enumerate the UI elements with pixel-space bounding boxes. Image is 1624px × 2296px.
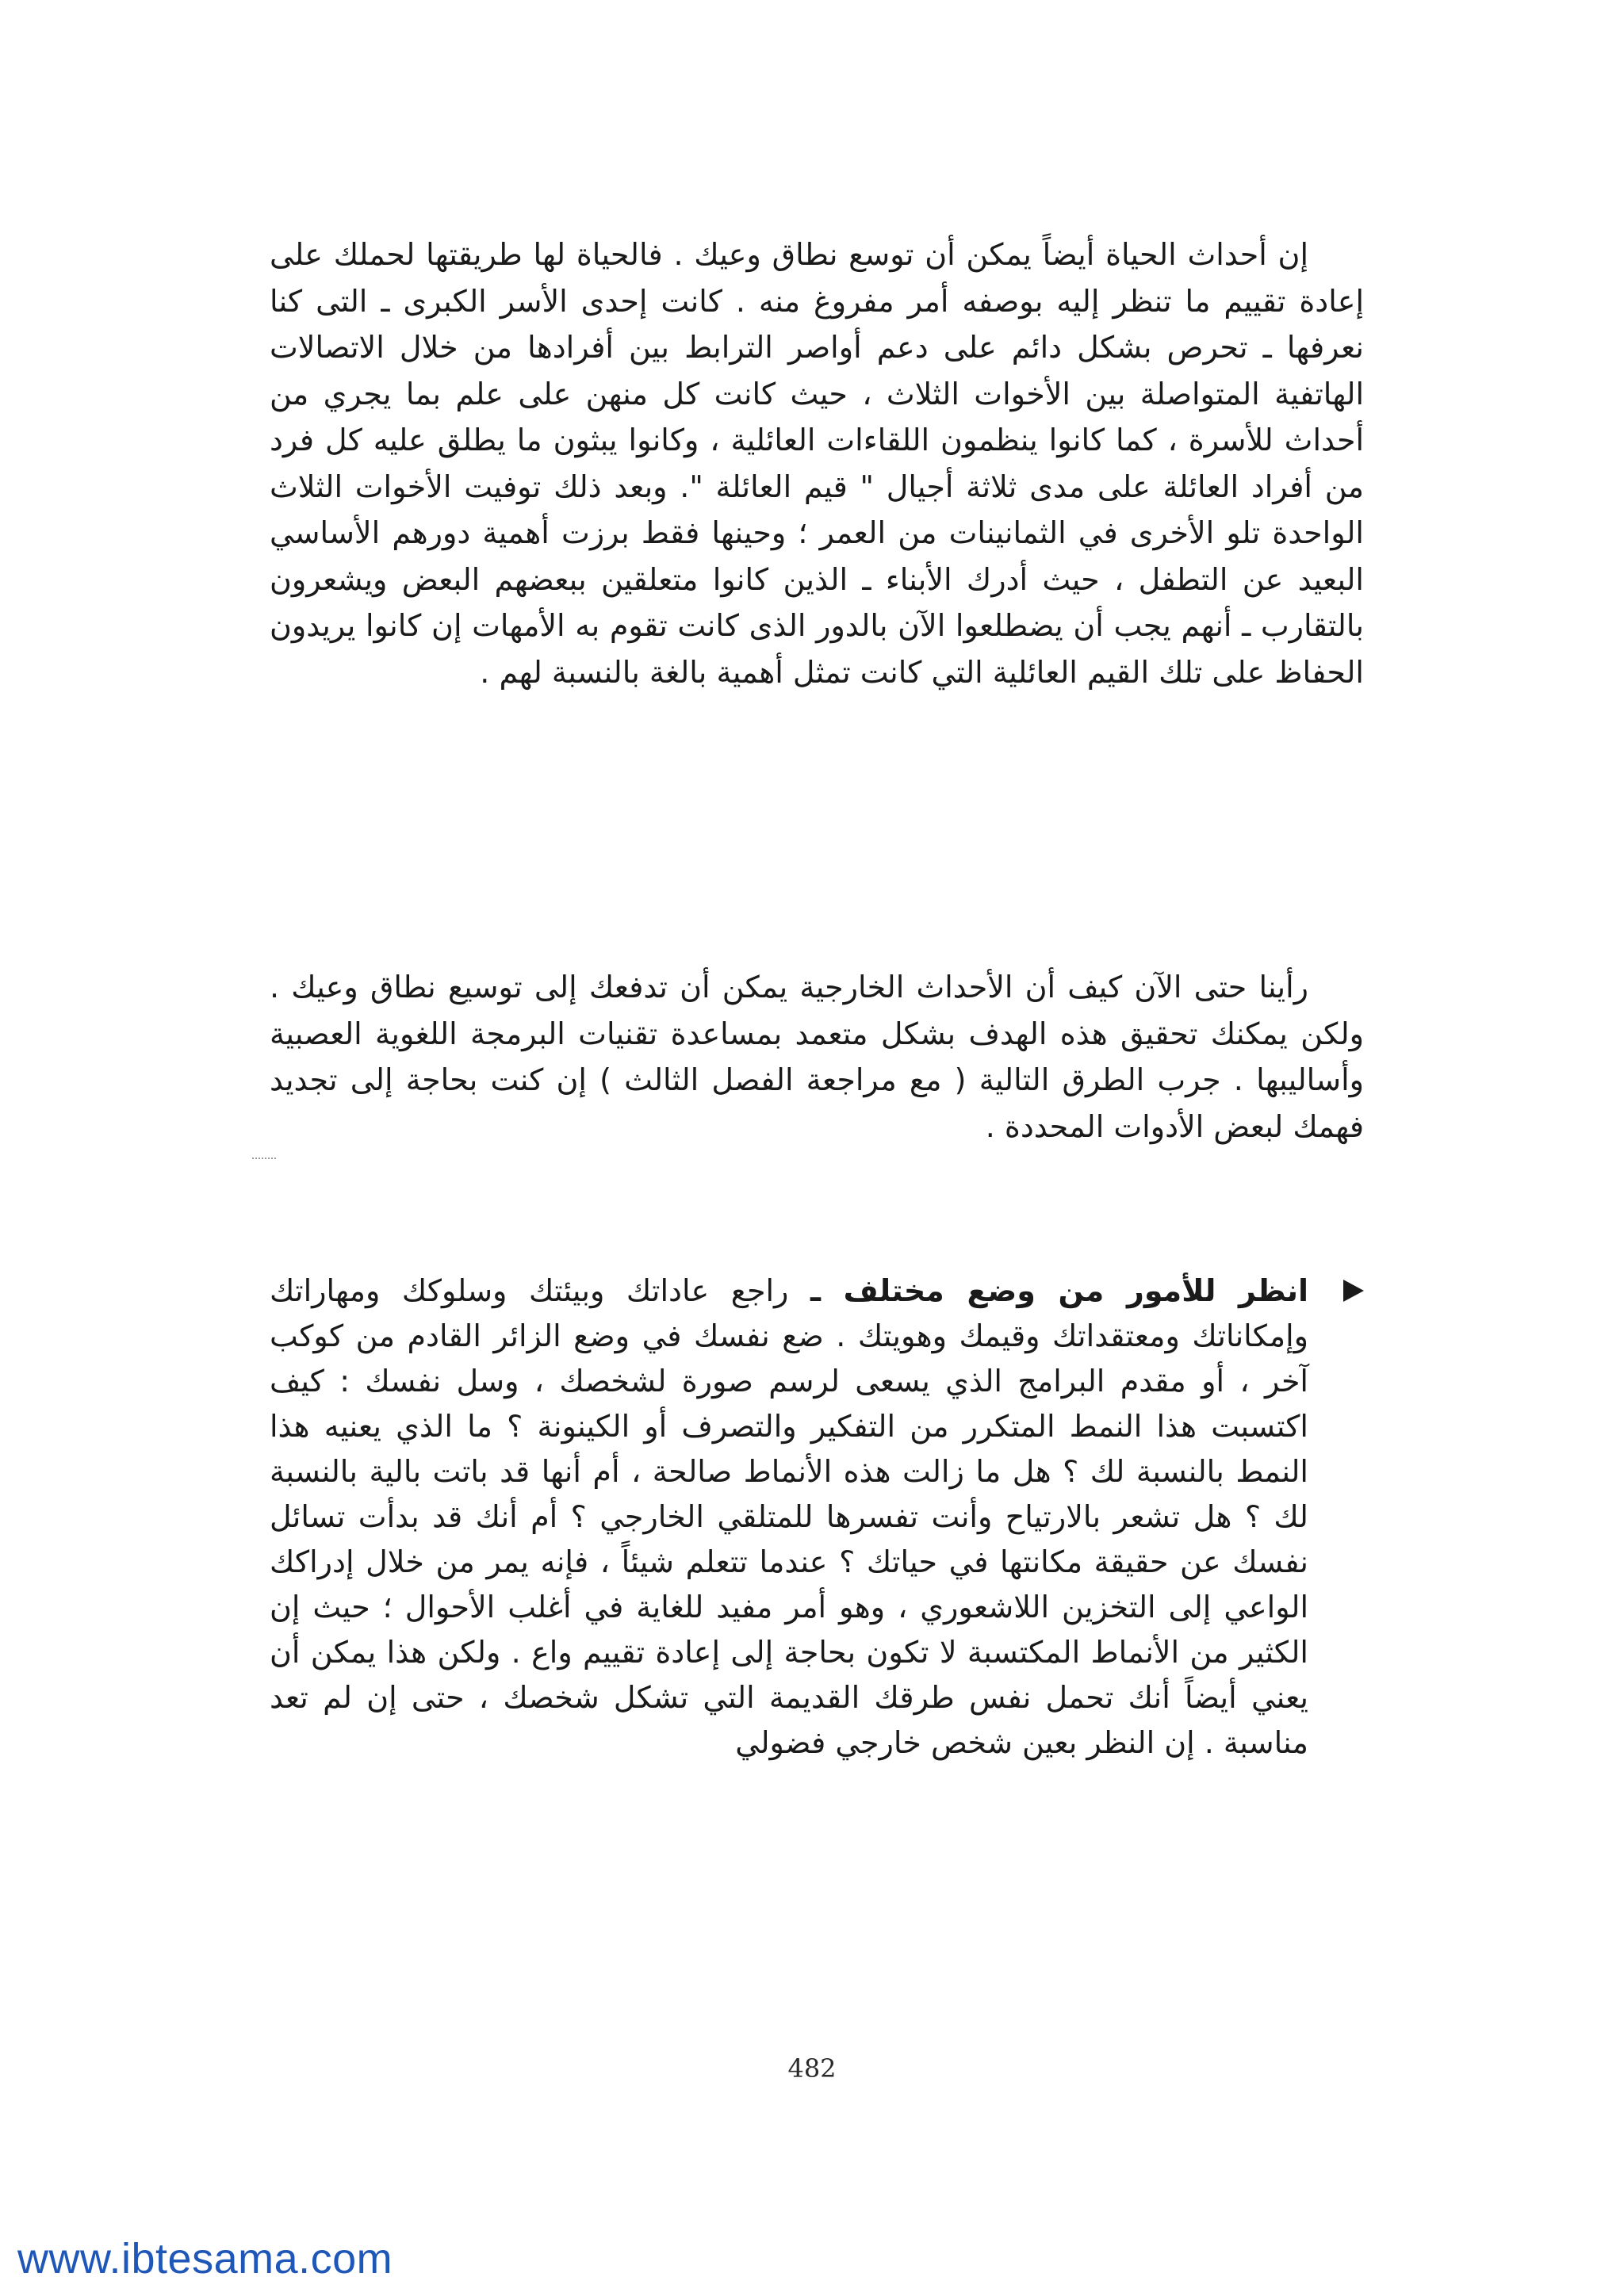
margin-mark xyxy=(252,1158,276,1162)
bullet-item xyxy=(270,1269,1364,1766)
body-paragraph-2: رأينا حتى الآن كيف أن الأحداث الخارجية يمكن أن تدفعك إلى توسيع نطاق وعيك . ولكن يمكنك تحقيق هذه الهدف بشكل متعمد بمساعدة تقنيات البرمجة اللغوية العصبية وأساليبها . جرب الطرق التالية ( مع مراجعة الفصل الثالث ) إن كنت بحاجة إلى تجديد فهمك لبعض الأدوات المحددة . xyxy=(270,970,1364,1144)
site-watermark: www.ibtesama.com xyxy=(17,2235,393,2283)
triangle-bullet-icon xyxy=(1343,1280,1364,1302)
body-paragraph-1: إن أحداث الحياة أيضاً يمكن أن توسع نطاق وعيك . فالحياة لها طريقتها لحملك على إعادة تقييم ما تنظر إليه بوصفه أمر مفروغ منه . كانت إحدى الأسر الكبرى ـ التى كنا نعرفها ـ تحرص بشكل دائم على دعم أواصر الترابط بين أفرادها من خلال الاتصالات الهاتفية المتواصلة بين الأخوات الثلاث ، حيث كانت كل منهن على علم بما يجري من أحداث للأسرة ، كما كانوا ينظمون اللقاءات العائلية ، وكانوا يبثون ما يطلق عليه كل فرد من أفراد العائلة على مدى ثلاثة أجيال " قيم العائلة ". وبعد ذلك توفيت الأخوات الثلاث الواحدة تلو الأخرى في الثمانينات من العمر ؛ وحينها فقط برزت أهمية دورهم الأساسي البعيد عن التطفل ، حيث أدرك الأبناء ـ الذين كانوا متعلقين ببعضهم البعض ويشعرون بالتقارب ـ أنهم يجب أن يضطلعوا الآن بالدور الذى كانت تقوم به الأمهات إن كانوا يريدون الحفاظ على تلك القيم العائلية التي كانت تمثل أهمية بالغة بالنسبة لهم . xyxy=(270,237,1364,690)
bullet-heading: انظر للأمور من وضع مختلف ـ xyxy=(810,1273,1308,1308)
bullet-body: راجع عاداتك وبيئتك وسلوكك ومهاراتك وإمكاناتك ومعتقداتك وقيمك وهويتك . ضع نفسك في وضع الزائر القادم من كوكب آخر ، أو مقدم البرامج الذي يسعى لرسم صورة لشخصك ، وسل نفسك : كيف اكتسبت هذا النمط المتكرر من التفكير والتصرف أو الكينونة ؟ ما الذي يعنيه هذا النمط بالنسبة لك ؟ هل ما زالت هذه الأنماط صالحة ، أم أنها قد باتت بالية بالنسبة لك ؟ هل تشعر بالارتياح وأنت تفسرها للمتلقي الخارجي ؟ أم أنك قد بدأت تسائل نفسك عن حقيقة مكانتها في حياتك ؟ عندما تتعلم شيئاً ، فإنه يمر من خلال إدراكك الواعي إلى التخزين اللاشعوري ، وهو أمر مفيد للغاية في أغلب الأحوال ؛ حيث إن الكثير من الأنماط المكتسبة لا تكون بحاجة إلى إعادة تقييم واع . ولكن هذا يمكن أن يعني أيضاً أنك تحمل نفس طرقك القديمة التي تشكل شخصك ، حتى إن لم تعد مناسبة . إن النظر بعين شخص خارجي فضولي xyxy=(270,1273,1308,1760)
page-number: 482 xyxy=(787,2053,837,2084)
bullet-paragraph xyxy=(270,1269,1308,1766)
